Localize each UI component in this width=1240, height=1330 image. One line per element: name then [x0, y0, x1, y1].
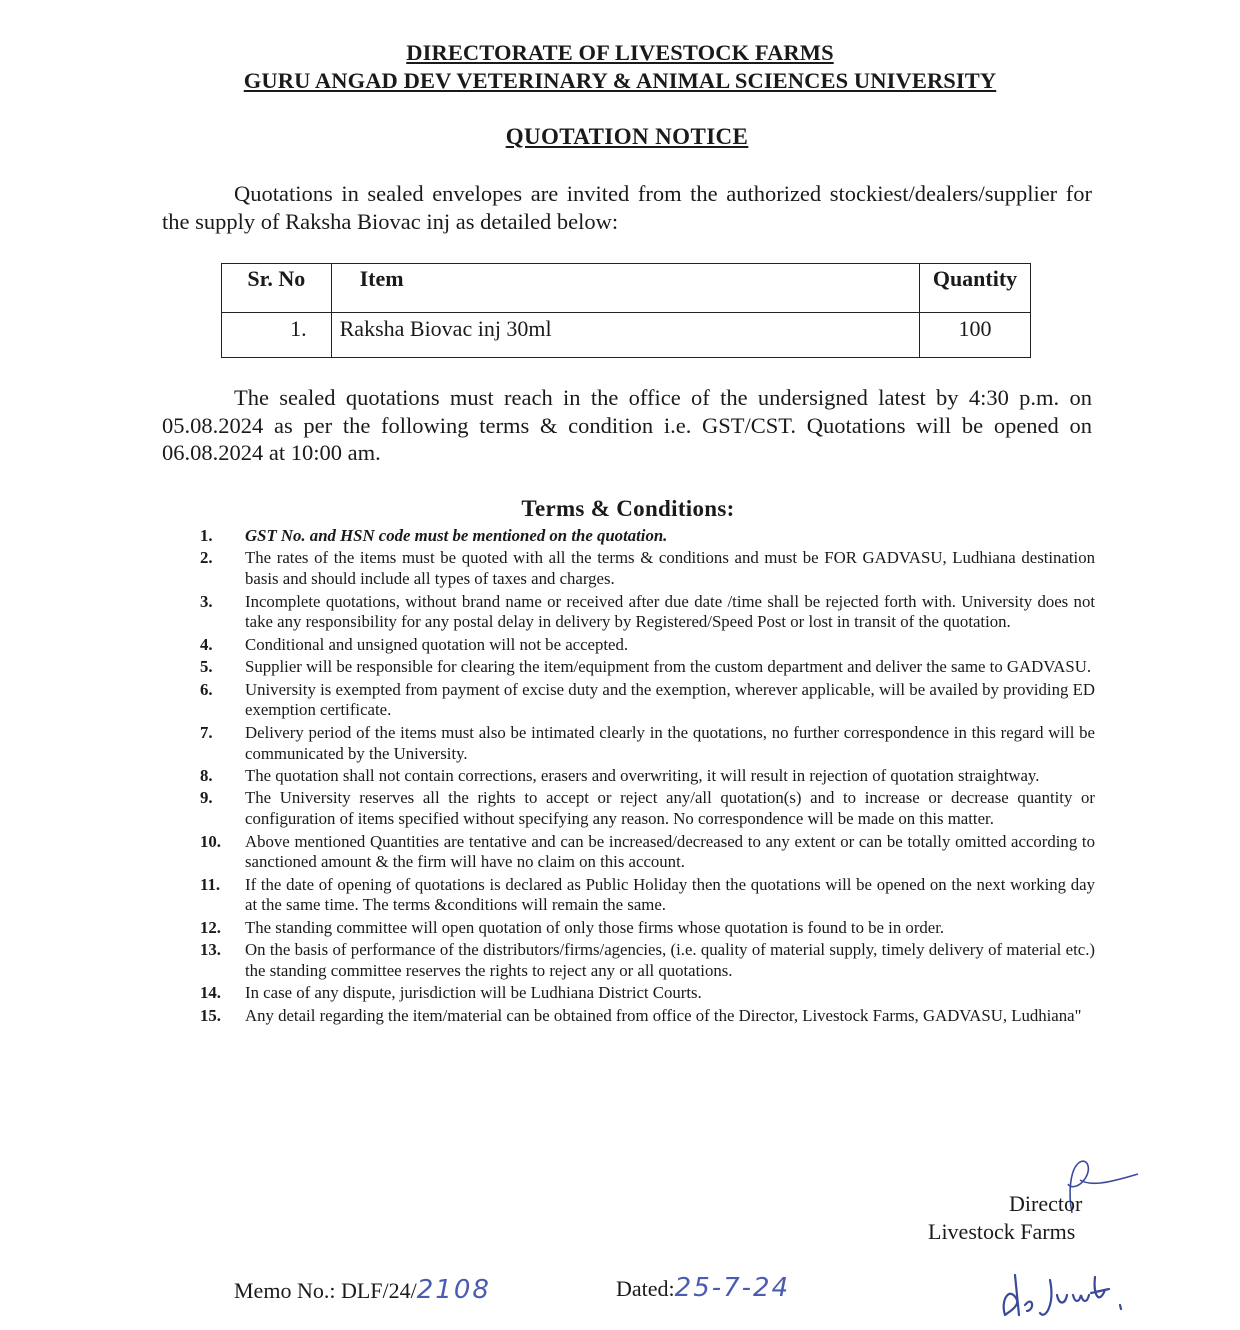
term-number: 15.	[200, 1005, 221, 1025]
deadline-paragraph: The sealed quotations must reach in the office of the undersigned latest by 4:30 p.m. on 05.08.2024 as per the following terms & condition i.e. GST/CST. Quotations will be opened on 06.08.2024 at 10:00 am.	[162, 385, 1092, 465]
term-number: 2.	[200, 548, 213, 568]
term-number: 14.	[200, 983, 221, 1003]
term-text: The University reserves all the rights to accept or reject any/all quotation(s) and to increase or decrease quantity or configuration of items specified without specifying any reason. No correspondence will be made on this matter.	[245, 788, 1095, 829]
terms-title: Terms & Conditions:	[521, 496, 735, 521]
cell-item: Raksha Biovac inj 30ml	[331, 313, 919, 358]
term-item	[200, 1006, 1095, 1027]
intro-paragraph: Quotations in sealed envelopes are invited from the authorized stockiest/dealers/supplier for the supply of Raksha Biovac inj as detailed below:	[162, 181, 1092, 234]
term-text: On the basis of performance of the distributors/firms/agencies, (i.e. quality of material supply, timely delivery of material etc.) the standing committee reserves the rights to reject any or all quotations.	[245, 940, 1095, 981]
term-item	[200, 918, 1095, 939]
term-text: Any detail regarding the item/material can be obtained from office of the Director, Livestock Farms, GADVASU, Ludhiana"	[245, 1005, 1082, 1025]
cell-sr: 1.	[222, 313, 332, 358]
term-item	[200, 788, 1095, 830]
term-text: Conditional and unsigned quotation will not be accepted.	[245, 634, 629, 654]
term-item	[200, 657, 1095, 678]
term-text: In case of any dispute, jurisdiction will be Ludhiana District Courts.	[245, 983, 702, 1003]
terms-list	[200, 526, 1095, 1028]
term-text: Delivery period of the items must also be intimated clearly in the quotations, no further correspondence in this regard will be communicated by the University.	[245, 722, 1095, 763]
term-number: 13.	[200, 940, 221, 960]
term-number: 9.	[200, 788, 213, 808]
term-item	[200, 723, 1095, 765]
term-text: The quotation shall not contain corrections, erasers and overwriting, it will result in rejection of quotation straightway.	[245, 765, 1040, 785]
term-text: The standing committee will open quotation of only those firms whose quotation is found to be in order.	[245, 917, 945, 937]
term-number: 10.	[200, 831, 221, 851]
term-number: 11.	[200, 874, 221, 894]
term-number: 6.	[200, 679, 213, 699]
term-item	[200, 635, 1095, 656]
term-item	[200, 548, 1095, 590]
term-number: 8.	[200, 765, 213, 785]
memo-label: Memo No.: DLF/24/	[234, 1278, 417, 1303]
term-item	[200, 940, 1095, 982]
term-text: Supplier will be responsible for clearing the item/equipment from the custom department and deliver the same to GADVASU.	[245, 657, 1092, 677]
signatory-office: Livestock Farms	[928, 1219, 1076, 1244]
header-line-1: DIRECTORATE OF LIVESTOCK FARMS	[406, 40, 834, 65]
term-text: Above mentioned Quantities are tentative and can be increased/decreased to any extent or can be totally omitted according to sanctioned amount & the firm will have no claim on this account.	[245, 831, 1095, 872]
col-header-sr: Sr. No	[222, 264, 332, 313]
term-text: The rates of the items must be quoted with all the terms & conditions and must be FOR GADVASU, Ludhiana destination basis and should include all types of taxes and charges.	[245, 548, 1095, 589]
header-line-2: GURU ANGAD DEV VETERINARY & ANIMAL SCIENCES UNIVERSITY	[243, 68, 997, 93]
term-number: 12.	[200, 917, 221, 937]
cell-quantity: 100	[920, 313, 1031, 358]
term-text: Incomplete quotations, without brand name or received after due date /time shall be rejected forth with. University does not take any responsibility for any postal delay in delivery by Registered/Speed Post or lost in transit of the quotation.	[245, 591, 1095, 632]
term-number: 1.	[200, 526, 213, 545]
term-item	[200, 526, 1095, 547]
term-text: University is exempted from payment of excise duty and the exemption, wherever applicable, will be availed by providing ED exemption certificate.	[245, 679, 1095, 720]
term-item	[200, 766, 1095, 787]
memo-number: 2108	[416, 1275, 491, 1305]
term-item	[200, 983, 1095, 1004]
term-number: 5.	[200, 657, 213, 677]
items-table	[221, 263, 1031, 358]
term-text: If the date of opening of quotations is declared as Public Holiday then the quotations will be opened on the next working day at the same time. The terms &conditions will remain the same.	[245, 874, 1095, 915]
dated-line	[616, 1273, 790, 1303]
notice-title: QUOTATION NOTICE	[505, 124, 749, 149]
term-item	[200, 832, 1095, 874]
memo-line	[234, 1275, 491, 1305]
col-header-item: Item	[331, 264, 919, 313]
col-header-quantity: Quantity	[920, 264, 1031, 313]
term-item	[200, 592, 1095, 634]
term-number: 4.	[200, 634, 213, 654]
table-row	[222, 313, 1031, 358]
memo-date: 25-7-24	[674, 1273, 791, 1303]
dated-label: Dated:	[616, 1276, 675, 1301]
term-text: GST No. and HSN code must be mentioned on the quotation.	[245, 526, 668, 545]
handwritten-initials	[995, 1265, 1145, 1325]
signatory-title: Director	[1009, 1191, 1083, 1216]
term-number: 3.	[200, 591, 213, 611]
term-item	[200, 680, 1095, 722]
term-number: 7.	[200, 722, 213, 742]
term-item	[200, 875, 1095, 917]
table-header-row	[222, 264, 1031, 313]
